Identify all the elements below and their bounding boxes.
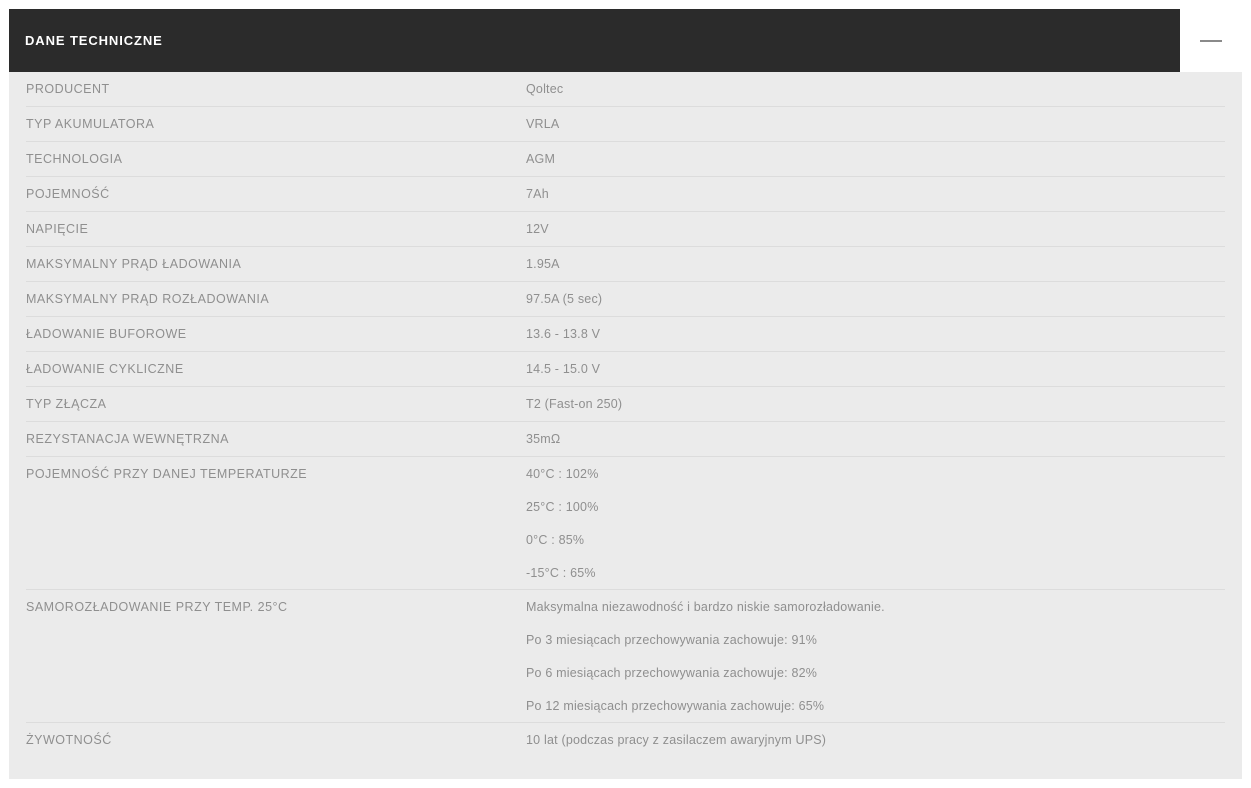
spec-value [526, 590, 1225, 722]
table-row [26, 317, 1225, 352]
spec-value-line: 35mΩ [526, 432, 561, 446]
table-row [26, 282, 1225, 317]
spec-value [526, 107, 1225, 140]
spec-value-line: Po 6 miesiącach przechowywania zachowuje: 82% [526, 666, 818, 680]
table-row [26, 723, 1225, 758]
page-title: DANE TECHNICZNE [25, 33, 163, 48]
spec-label: TYP AKUMULATORA [26, 117, 155, 131]
collapse-section-button[interactable] [1180, 9, 1242, 72]
spec-label: TECHNOLOGIA [26, 152, 123, 166]
spec-label: ŁADOWANIE CYKLICZNE [26, 362, 184, 376]
spec-value-line: 12V [526, 222, 549, 236]
spec-value [526, 317, 1225, 350]
table-row [26, 72, 1225, 107]
spec-value-line: 13.6 - 13.8 V [526, 327, 601, 341]
spec-label: POJEMNOŚĆ PRZY DANEJ TEMPERATURZE [26, 467, 308, 481]
table-row [26, 107, 1225, 142]
spec-label: MAKSYMALNY PRĄD ŁADOWANIA [26, 257, 242, 271]
spec-value [526, 352, 1225, 385]
spec-value-line: 25°C : 100% [526, 500, 599, 514]
table-row [26, 142, 1225, 177]
spec-label: ŁADOWANIE BUFOROWE [26, 327, 187, 341]
spec-value-line: 10 lat (podczas pracy z zasilaczem awaryjnym UPS) [526, 733, 827, 747]
spec-value [526, 422, 1225, 455]
spec-value [526, 72, 1225, 105]
table-row [26, 212, 1225, 247]
spec-value [526, 282, 1225, 315]
spec-value-line: VRLA [526, 117, 560, 131]
spec-value-line: Po 3 miesiącach przechowywania zachowuje: 91% [526, 633, 818, 647]
spec-value-line: -15°C : 65% [526, 566, 596, 580]
spec-value [526, 142, 1225, 175]
spec-label: MAKSYMALNY PRĄD ROZŁADOWANIA [26, 292, 270, 306]
spec-label: REZYSTANACJA WEWNĘTRZNA [26, 432, 229, 446]
table-row [26, 457, 1225, 590]
spec-value-line: 1.95A [526, 257, 560, 271]
spec-value-line: 40°C : 102% [526, 467, 599, 481]
specification-page [0, 9, 1251, 788]
spec-label: NAPIĘCIE [26, 222, 89, 236]
spec-value [526, 212, 1225, 245]
spec-label: TYP ZŁĄCZA [26, 397, 107, 411]
spec-value-line: Qoltec [526, 82, 564, 96]
spec-value [526, 177, 1225, 210]
table-row [26, 247, 1225, 282]
spec-value [526, 387, 1225, 420]
specification-header [9, 9, 1242, 72]
spec-value-line: Maksymalna niezawodność i bardzo niskie samorozładowanie. [526, 600, 885, 614]
spec-label: POJEMNOŚĆ [26, 187, 110, 201]
table-row [26, 387, 1225, 422]
spec-label: PRODUCENT [26, 82, 110, 96]
spec-label: SAMOROZŁADOWANIE PRZY TEMP. 25°C [26, 600, 288, 614]
spec-value [526, 723, 1225, 756]
spec-label: ŻYWOTNOŚĆ [26, 733, 112, 747]
spec-value [526, 457, 1225, 589]
specification-table [9, 72, 1242, 779]
spec-value-line: 0°C : 85% [526, 533, 585, 547]
spec-value-line: AGM [526, 152, 556, 166]
spec-value-line: 97.5A (5 sec) [526, 292, 603, 306]
table-row [26, 590, 1225, 723]
table-row [26, 177, 1225, 212]
table-row [26, 352, 1225, 387]
spec-value-line: T2 (Fast-on 250) [526, 397, 623, 411]
spec-value-line: 7Ah [526, 187, 549, 201]
table-row [26, 422, 1225, 457]
minus-icon [1200, 40, 1222, 42]
spec-value-line: Po 12 miesiącach przechowywania zachowuje: 65% [526, 699, 825, 713]
spec-value [526, 247, 1225, 280]
spec-value-line: 14.5 - 15.0 V [526, 362, 601, 376]
